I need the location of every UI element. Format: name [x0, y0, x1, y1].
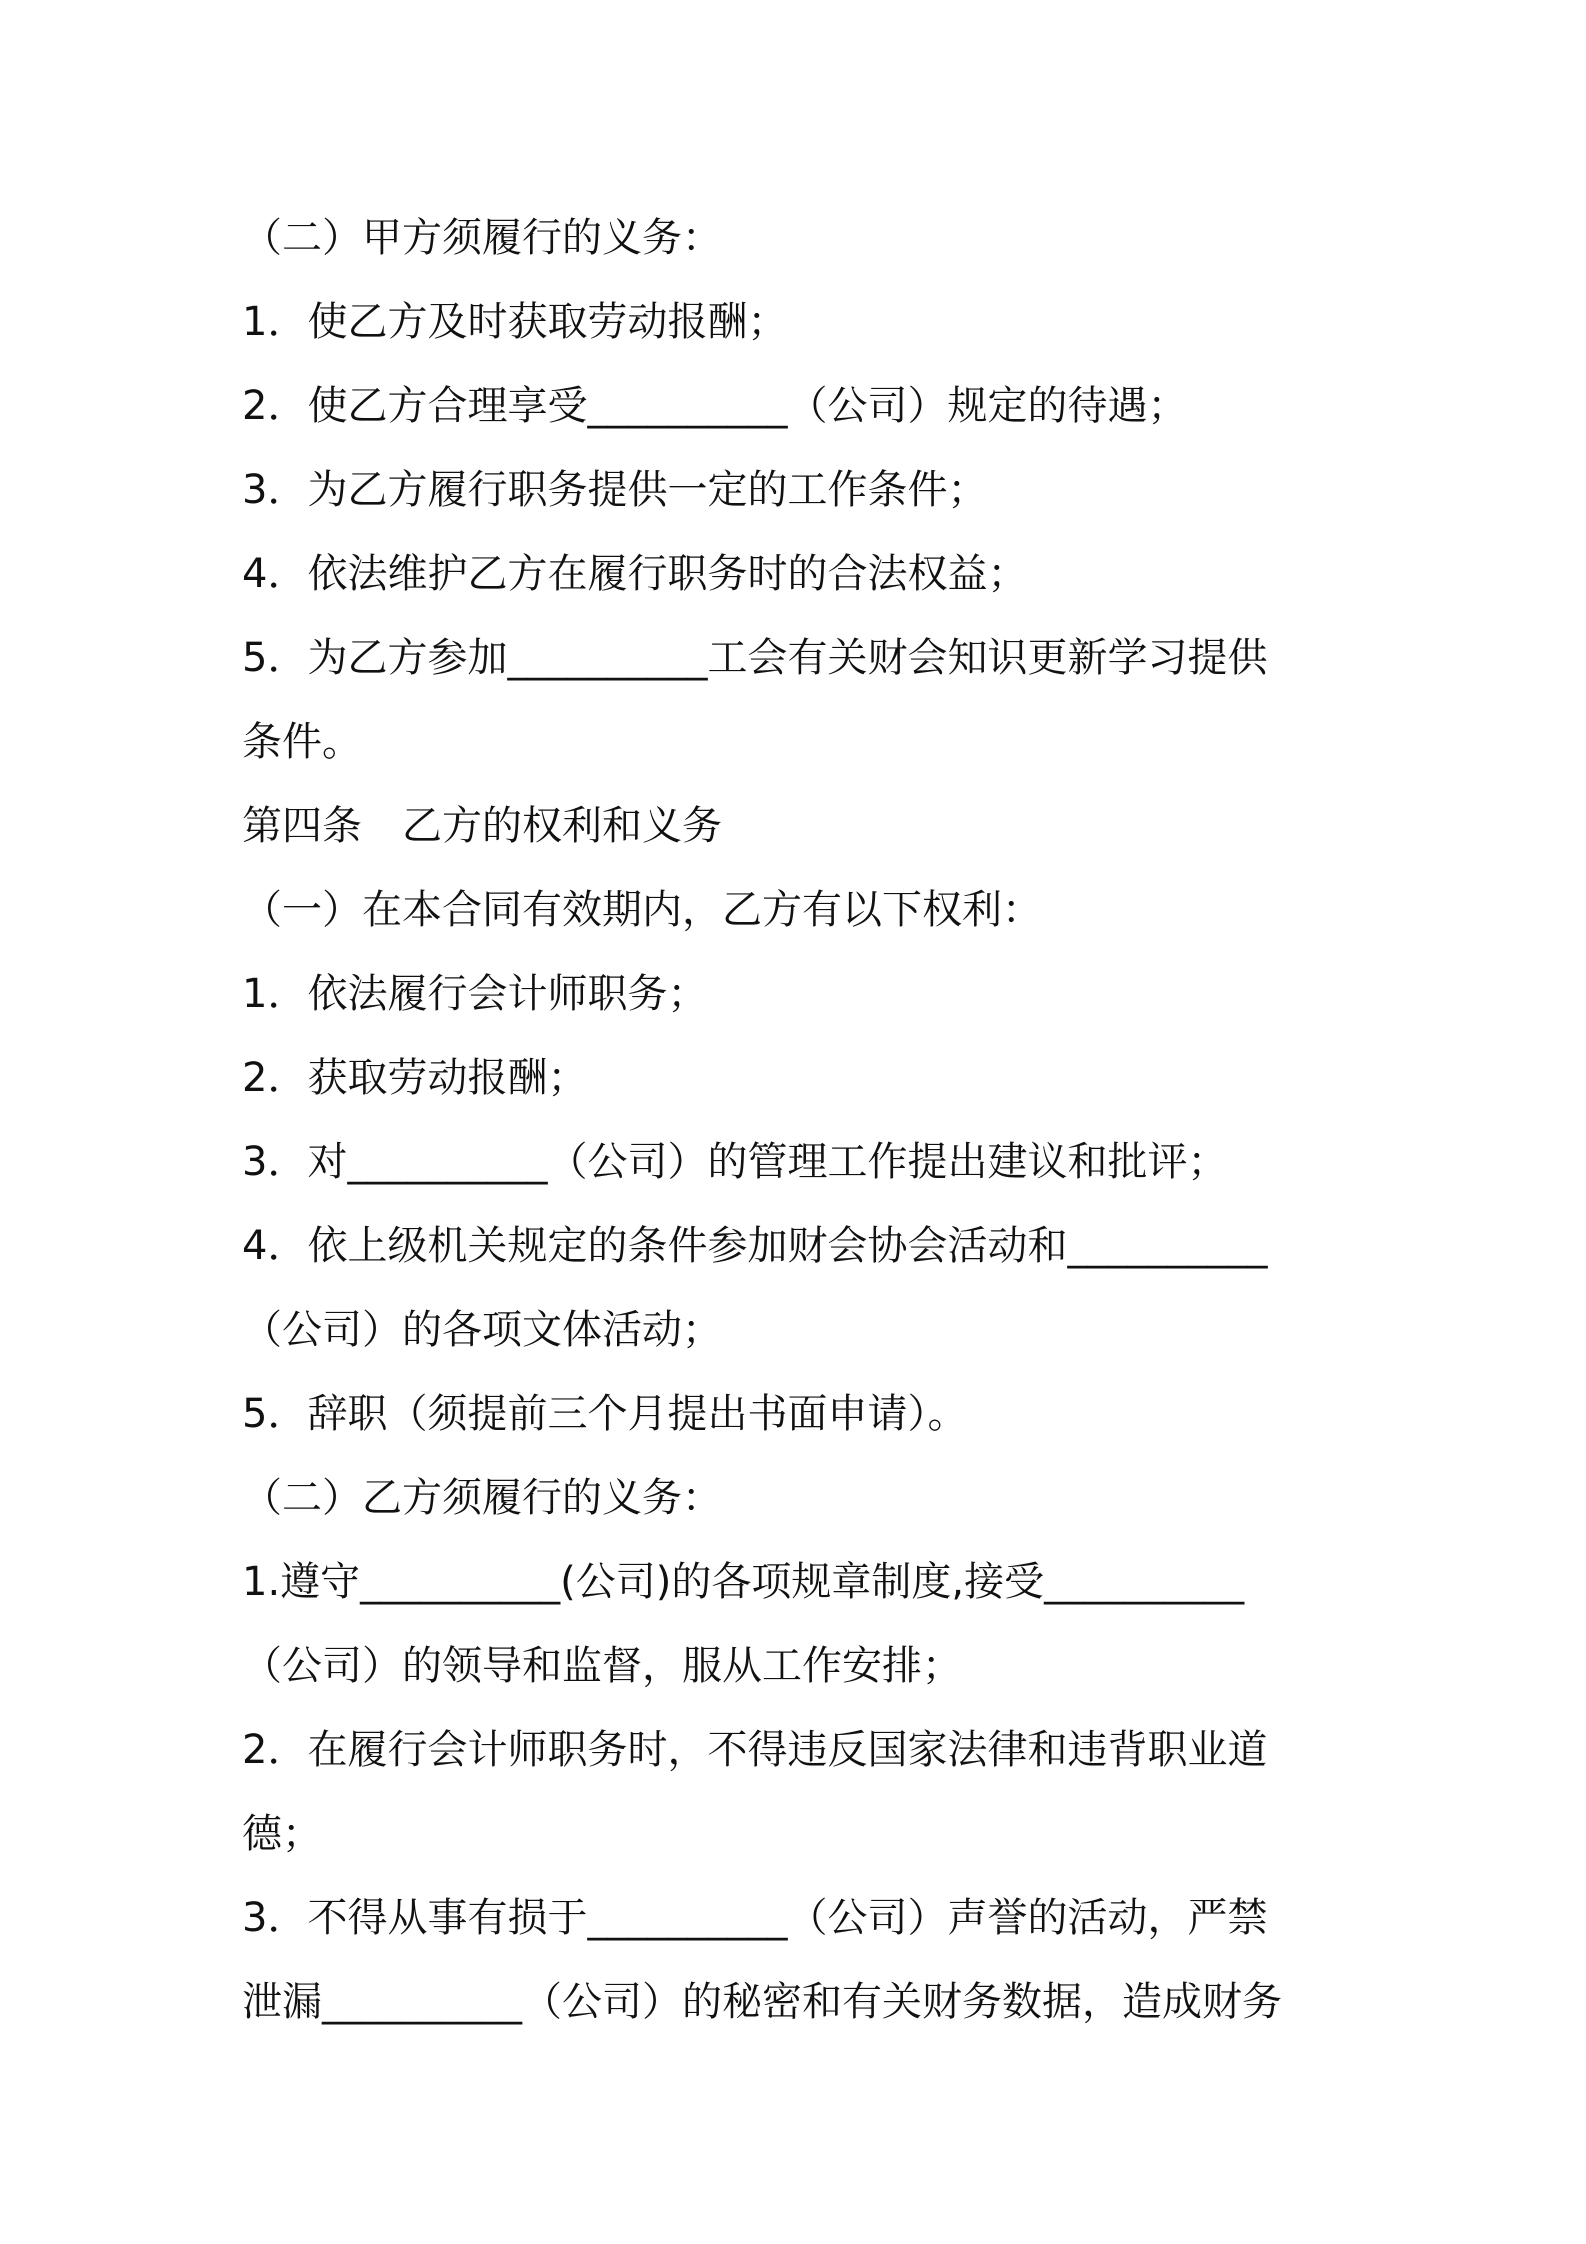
paragraph-line: 5．为乙方参加__________工会有关财会知识更新学习提供: [242, 635, 1268, 681]
article-four-heading: 第四条 乙方的权利和义务: [242, 803, 722, 849]
paragraph-line: 2．在履行会计师职务时，不得违反国家法律和违背职业道: [242, 1727, 1268, 1773]
paragraph-line: 1．依法履行会计师职务；: [242, 971, 708, 1017]
paragraph-line: 3．为乙方履行职务提供一定的工作条件；: [242, 467, 988, 513]
paragraph-line: 2．使乙方合理享受__________（公司）规定的待遇；: [242, 383, 1188, 429]
paragraph-line: 1.遵守__________(公司)的各项规章制度,接受__________: [242, 1559, 1245, 1605]
paragraph-line: 条件。: [242, 719, 362, 765]
heading-party-b-obligations: （二）乙方须履行的义务：: [242, 1475, 722, 1521]
paragraph-line: 2．获取劳动报酬；: [242, 1055, 588, 1101]
paragraph-line: 德；: [242, 1811, 322, 1857]
heading-party-b-rights: （一）在本合同有效期内，乙方有以下权利：: [242, 887, 1042, 933]
paragraph-line: 泄漏__________（公司）的秘密和有关财务数据，造成财务: [242, 1979, 1282, 2025]
paragraph-line: （公司）的领导和监督，服从工作安排；: [242, 1643, 962, 1689]
paragraph-line: 3．对__________（公司）的管理工作提出建议和批评；: [242, 1139, 1228, 1185]
paragraph-line: 1．使乙方及时获取劳动报酬；: [242, 299, 788, 345]
paragraph-line: 5．辞职（须提前三个月提出书面申请）。: [242, 1391, 968, 1437]
heading-party-a-obligations: （二）甲方须履行的义务：: [242, 215, 722, 261]
paragraph-line: 4．依法维护乙方在履行职务时的合法权益；: [242, 551, 1028, 597]
paragraph-line: 4．依上级机关规定的条件参加财会协会活动和__________: [242, 1223, 1268, 1269]
paragraph-line: 3．不得从事有损于__________（公司）声誉的活动，严禁: [242, 1895, 1268, 1941]
paragraph-line: （公司）的各项文体活动；: [242, 1307, 722, 1353]
document-body: [242, 196, 1354, 2044]
